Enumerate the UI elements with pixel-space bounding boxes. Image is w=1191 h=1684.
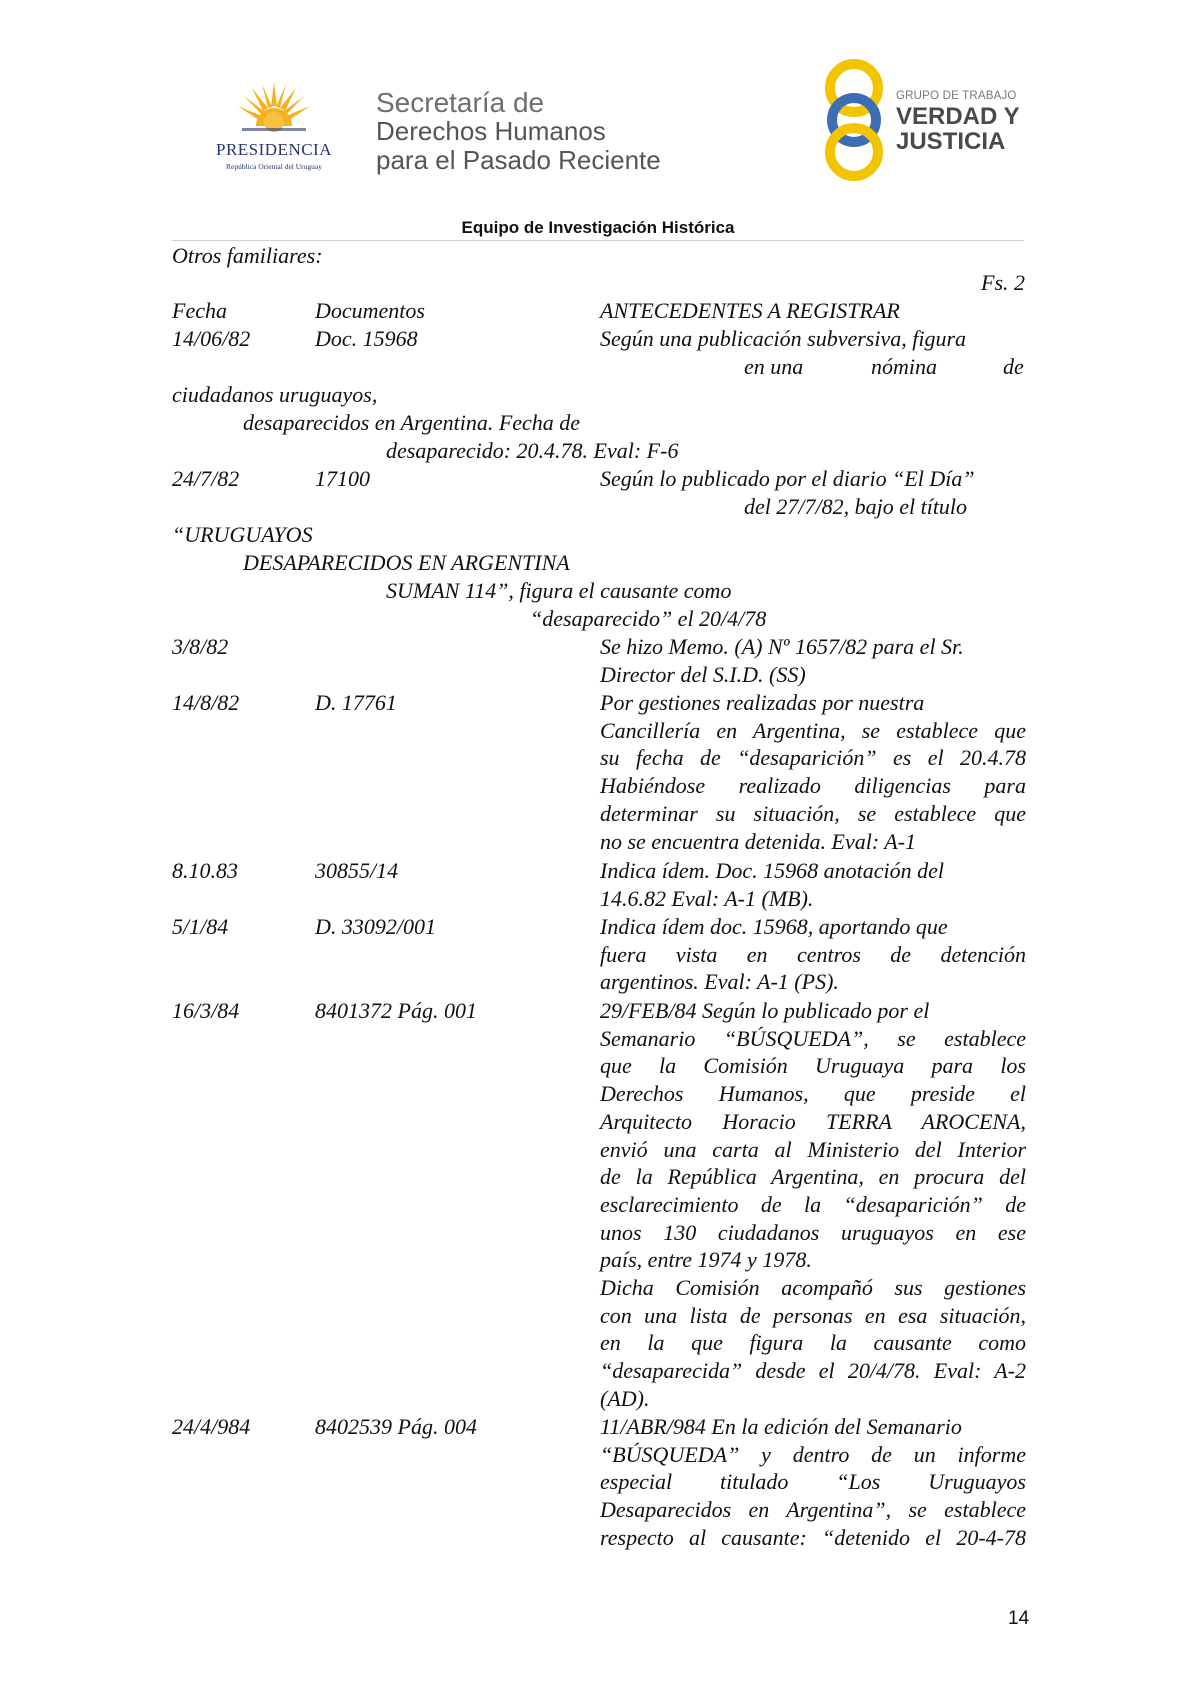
- entry-3-line: Se hizo Memo. (A) Nº 1657/82 para el Sr.: [600, 634, 964, 659]
- justicia-label: JUSTICIA: [896, 128, 1006, 155]
- entry-7-line: Arquitecto Horacio TERRA AROCENA,: [600, 1108, 1026, 1134]
- entry-7-line: que la Comisión Uruguaya para los: [600, 1053, 1026, 1079]
- page-header: [0, 0, 1191, 200]
- entry-8-line: especial titulado “Los Uruguayos: [600, 1469, 1026, 1495]
- header-divider: [172, 240, 1024, 241]
- entry-6-line: fuera vista en centros de detención: [600, 941, 1026, 967]
- presidencia-name: PRESIDENCIA: [215, 140, 332, 159]
- secretaria-line-2: Derechos Humanos: [376, 116, 606, 146]
- entry-7-line: país, entre 1974 y 1978.: [600, 1247, 812, 1273]
- entry-3-line: Director del S.I.D. (SS): [600, 661, 806, 687]
- secretaria-line-1: Secretaría de: [376, 87, 545, 118]
- entry-7-line: “desaparecida” desde el 20/4/78. Eval: A-2: [600, 1358, 1026, 1384]
- entry-7-line: Dicha Comisión acompañó sus gestiones: [600, 1275, 1026, 1301]
- team-heading: Equipo de Investigación Histórica: [461, 218, 735, 237]
- entry-5-date: 8.10.83: [172, 858, 238, 883]
- entry-1-document: Doc. 15968: [315, 326, 418, 351]
- entry-1-line: desaparecido: 20.4.78. Eval: F-6: [386, 438, 679, 463]
- column-header-antecedentes: ANTECEDENTES A REGISTRAR: [600, 298, 900, 323]
- entry-1-line: desaparecidos en Argentina. Fecha de: [243, 410, 581, 435]
- entry-7-line: (AD).: [600, 1385, 650, 1411]
- entry-6-text: [600, 913, 1026, 996]
- entry-1-line: de: [1003, 354, 1024, 379]
- presidencia-logo: [196, 78, 352, 178]
- entry-4-line: su fecha de “desaparición” es el 20.4.78: [600, 745, 1026, 771]
- secretaria-title: [376, 88, 661, 175]
- entry-1-line: nómina: [871, 354, 937, 379]
- entry-4-date: 14/8/82: [172, 690, 240, 715]
- entry-4-line: Habiéndose realizado diligencias para: [600, 773, 1026, 799]
- entry-3-date: 3/8/82: [172, 634, 229, 659]
- entry-4-line: Por gestiones realizadas por nuestra: [600, 690, 925, 715]
- entry-7-line: esclarecimiento de la “desaparición” de: [600, 1191, 1026, 1217]
- entry-8-line: Desaparecidos en Argentina”, se establece: [600, 1497, 1026, 1523]
- entry-6-date: 5/1/84: [172, 914, 229, 939]
- entry-7-line: 29/FEB/84 Según lo publicado por el: [600, 998, 930, 1023]
- entry-7-line: de la República Argentina, en procura del: [600, 1164, 1026, 1190]
- entry-6-line: argentinos. Eval: A-1 (PS).: [600, 969, 839, 995]
- entry-8-line: 11/ABR/984 En la edición del Semanario: [600, 1414, 962, 1439]
- entry-4-line: determinar su situación, se establece que: [600, 800, 1026, 826]
- entry-7-date: 16/3/84: [172, 998, 240, 1023]
- entry-7-line: unos 130 ciudadanos uruguayos en ese: [600, 1219, 1026, 1245]
- entry-2-document: 17100: [315, 466, 370, 491]
- entry-7-line: Semanario “BÚSQUEDA”, se establece: [600, 1025, 1026, 1051]
- entry-5-line: 14.6.82 Eval: A-1 (MB).: [600, 885, 814, 911]
- otros-familiares: Otros familiares:: [172, 243, 323, 268]
- entry-8-line: respecto al causante: “detenido el 20-4-78: [600, 1524, 1026, 1550]
- entry-6-line: Indica ídem doc. 15968, aportando que: [600, 914, 948, 939]
- entry-2-line: DESAPARECIDOS EN ARGENTINA: [243, 550, 570, 575]
- entry-5-document: 30855/14: [315, 858, 399, 883]
- rings-icon: [820, 58, 892, 182]
- entry-1-date: 14/06/82: [172, 326, 251, 351]
- page-number: 14: [1008, 1608, 1030, 1629]
- secretaria-line-3: para el Pasado Reciente: [376, 145, 661, 175]
- entry-8-date: 24/4/984: [172, 1414, 251, 1439]
- column-header-fecha: Fecha: [172, 298, 227, 323]
- entry-1-line: en una: [744, 354, 804, 379]
- entry-2-line: “URUGUAYOS: [172, 522, 313, 547]
- sun-icon: [232, 78, 316, 138]
- entry-1-line: ciudadanos uruguayos,: [172, 382, 378, 407]
- entry-5-text: [600, 857, 1026, 912]
- entry-7-line: envió una carta al Ministerio del Interior: [600, 1136, 1026, 1162]
- grupo-trabajo-label: GRUPO DE TRABAJO: [896, 90, 1017, 102]
- entry-4-line: Cancillería en Argentina, se establece que: [600, 717, 1026, 743]
- entry-7-line: con una lista de personas en esa situación,: [600, 1302, 1026, 1328]
- entry-7-line: Derechos Humanos, que preside el: [600, 1081, 1026, 1107]
- entry-7-line: en la que figura la causante como: [600, 1330, 1026, 1356]
- entry-4-line: no se encuentra detenida. Eval: A-1: [600, 828, 917, 854]
- presidencia-subtitle: República Oriental del Uruguay: [225, 162, 322, 171]
- entry-4-text: [600, 689, 1026, 855]
- column-header-documentos: Documentos: [315, 298, 425, 323]
- entry-2-line: “desaparecido” el 20/4/78: [530, 606, 767, 631]
- verdad-label: VERDAD Y: [896, 103, 1020, 130]
- entry-1-line: Según una publicación subversiva, figura: [600, 326, 967, 351]
- entry-6-document: D. 33092/001: [315, 914, 436, 939]
- entry-5-line: Indica ídem. Doc. 15968 anotación del: [600, 858, 944, 883]
- entry-3-text: [600, 633, 1026, 688]
- entry-8-line: “BÚSQUEDA” y dentro de un informe: [600, 1441, 1026, 1467]
- entry-2-date: 24/7/82: [172, 466, 240, 491]
- entry-8-text: [600, 1413, 1026, 1552]
- entry-7-text: [600, 997, 1026, 1413]
- entry-4-document: D. 17761: [315, 690, 397, 715]
- entry-7-document: 8401372 Pág. 001: [315, 998, 477, 1023]
- verdad-justicia-logo: [820, 58, 1030, 182]
- entry-2-line: Según lo publicado por el diario “El Día”: [600, 466, 975, 491]
- entry-2-line: SUMAN 114”, figura el causante como: [386, 578, 732, 603]
- entry-2-line: del 27/7/82, bajo el título: [744, 494, 968, 519]
- folio-number: Fs. 2: [981, 270, 1025, 295]
- entry-8-document: 8402539 Pág. 004: [315, 1414, 477, 1439]
